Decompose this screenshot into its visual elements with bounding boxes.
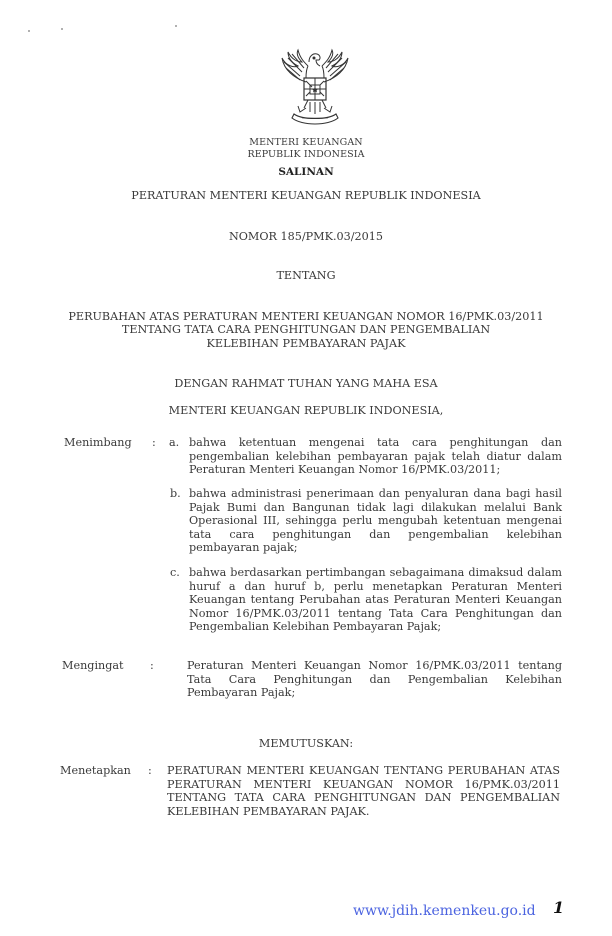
item-a-letter: a. xyxy=(169,436,180,449)
item-c-text: bahwa berdasarkan pertimbangan sebagaimana dimaksud dalam huruf a dan huruf b, perlu menetapkan Peraturan Menteri Keuangan tentang Perubahan atas Peraturan Menteri Keuangan Nomor 16/PMK.03/2011 tentang Tata Cara Penghitungan dan Pengembalian Kelebihan Pembayaran Pajak; xyxy=(189,566,562,634)
menimbang-label: Menimbang xyxy=(64,436,132,449)
invocation: DENGAN RAHMAT TUHAN YANG MAHA ESA xyxy=(174,377,438,390)
garuda-emblem-icon xyxy=(276,48,354,128)
subject-line-1: PERUBAHAN ATAS PERATURAN MENTERI KEUANGAN NOMOR 16/PMK.03/2011 xyxy=(68,310,544,323)
regulation-title: PERATURAN MENTERI KEUANGAN REPUBLIK INDONESIA xyxy=(131,189,481,202)
about-label: TENTANG xyxy=(276,269,336,282)
subject-line-3: KELEBIHAN PEMBAYARAN PAJAK xyxy=(206,337,406,350)
item-c-letter: c. xyxy=(170,566,180,579)
mengingat-label: Mengingat xyxy=(62,659,124,672)
scan-speck xyxy=(61,28,63,30)
republic-name: REPUBLIK INDONESIA xyxy=(247,149,365,160)
regulation-number: NOMOR 185/PMK.03/2015 xyxy=(228,230,384,243)
scan-speck xyxy=(28,30,30,32)
menetapkan-text: PERATURAN MENTERI KEUANGAN TENTANG PERUBAHAN ATAS PERATURAN MENTERI KEUANGAN NOMOR 16/PMK.03/2011 TENTANG TATA CARA PENGHITUNGAN DAN PENGEMBALIAN KELEBIHAN PEMBAYARAN PAJAK. xyxy=(167,764,560,818)
item-b-letter: b. xyxy=(170,487,181,500)
website-link[interactable]: www.jdih.kemenkeu.go.id xyxy=(353,903,536,919)
mengingat-text: Peraturan Menteri Keuangan Nomor 16/PMK.03/2011 tentang Tata Cara Penghitungan dan Pengembalian Kelebihan Pembayaran Pajak; xyxy=(187,659,562,700)
decision-heading: MEMUTUSKAN: xyxy=(258,737,354,750)
menetapkan-colon: : xyxy=(148,764,152,777)
issuer: MENTERI KEUANGAN REPUBLIK INDONESIA, xyxy=(168,404,444,417)
subject-line-2: TENTANG TATA CARA PENGHITUNGAN DAN PENGEMBALIAN xyxy=(121,323,491,336)
copy-mark: SALINAN xyxy=(278,166,334,178)
ministry-name: MENTERI KEUANGAN xyxy=(249,137,363,148)
menetapkan-label: Menetapkan xyxy=(60,764,131,777)
mengingat-colon: : xyxy=(150,659,154,672)
item-a-text: bahwa ketentuan mengenai tata cara penghitungan dan pengembalian kelebihan pembayaran pajak telah diatur dalam Peraturan Menteri Keuangan Nomor 16/PMK.03/2011; xyxy=(189,436,562,477)
page-number: 1 xyxy=(553,898,565,917)
menimbang-colon: : xyxy=(152,436,156,449)
item-b-text: bahwa administrasi penerimaan dan penyaluran dana bagi hasil Pajak Bumi dan Bangunan tidak lagi dilakukan melalui Bank Operasional III, sehingga perlu mengubah ketentuan mengenai tata cara penghitungan dan pengembalian kelebihan pembayaran pajak; xyxy=(189,487,562,555)
scan-speck xyxy=(175,25,177,27)
